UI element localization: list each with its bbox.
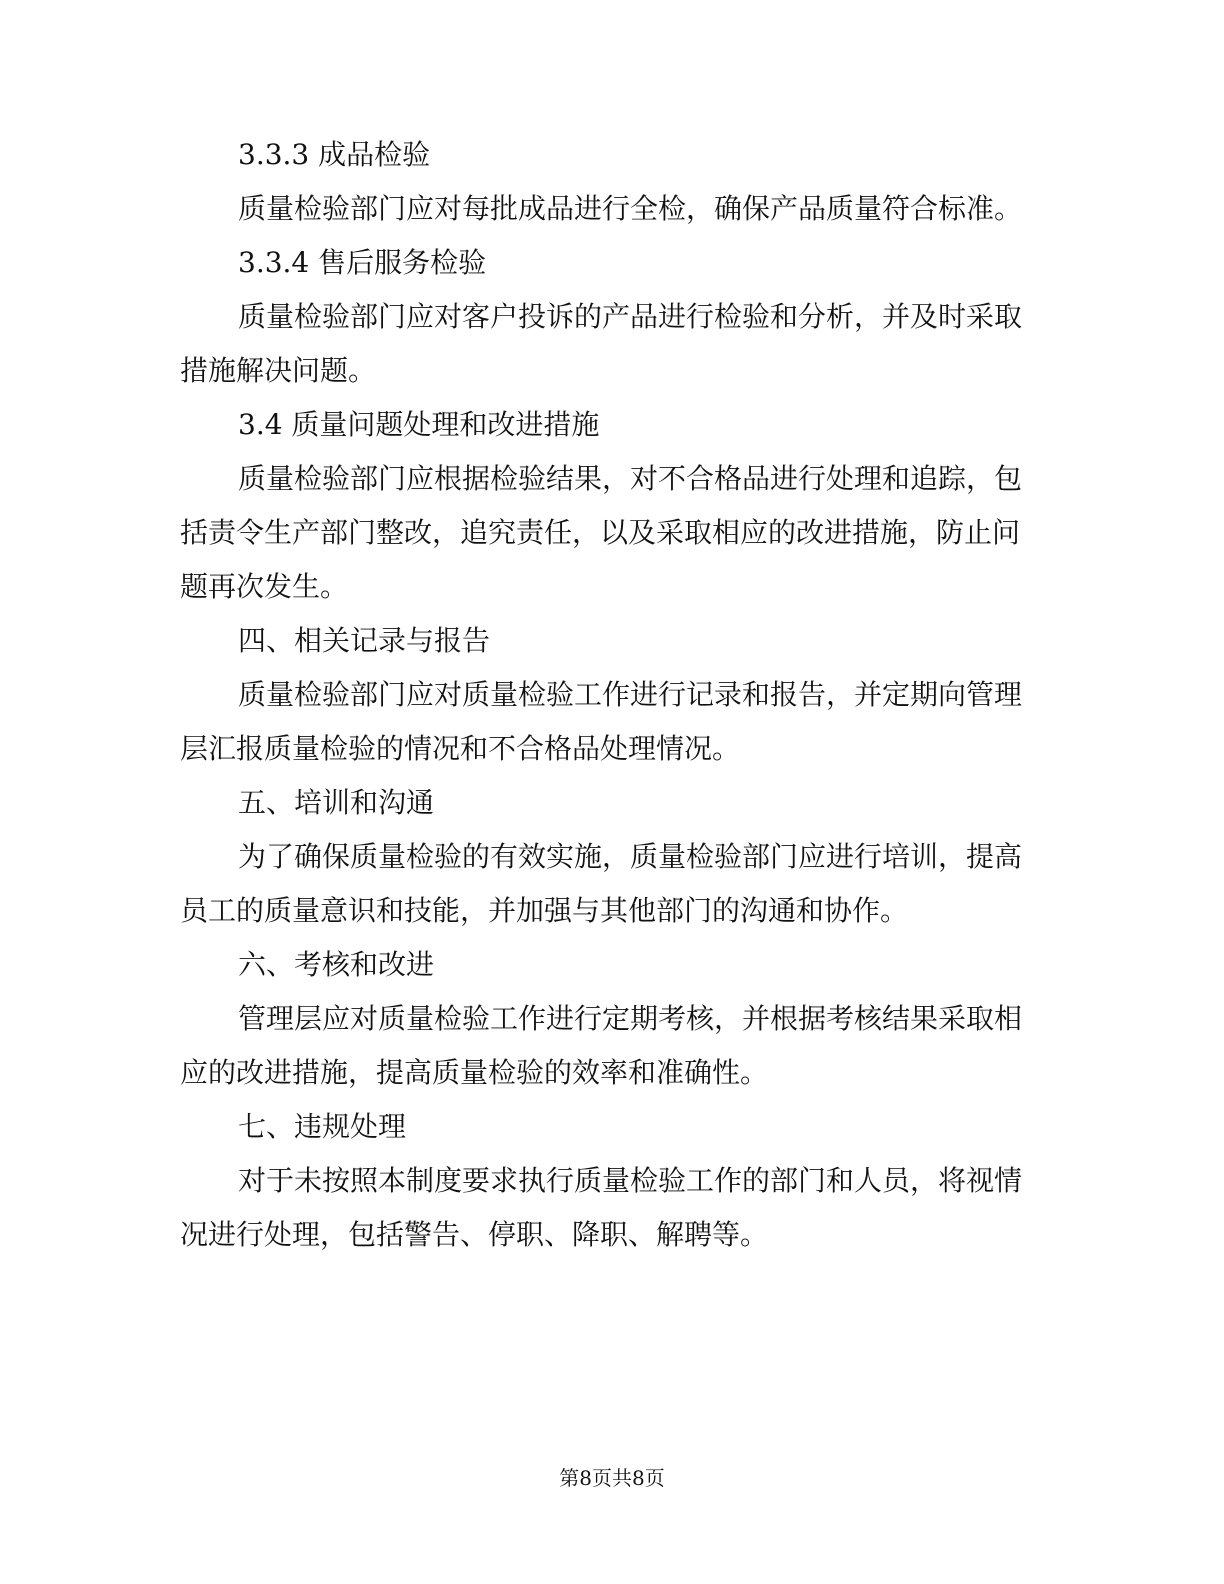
section-heading-violations: 七、违规处理 [238,1110,407,1143]
paragraph-line: 员工的质量意识和技能，并加强与其他部门的沟通和协作。 [180,894,909,927]
document-body [180,128,1030,1262]
section-heading-records: 四、相关记录与报告 [238,624,491,657]
paragraph-line: 况进行处理，包括警告、停职、降职、解聘等。 [180,1218,769,1251]
section-heading-3-3-4: 3.3.4 售后服务检验 [238,246,487,279]
section-heading-3-3-3: 3.3.3 成品检验 [238,138,431,171]
paragraph-line: 为了确保质量检验的有效实施，质量检验部门应进行培训，提高 [238,840,1023,873]
paragraph-line: 括责令生产部门整改，追究责任，以及采取相应的改进措施，防止问 [180,516,1021,549]
paragraph-line: 管理层应对质量检验工作进行定期考核，并根据考核结果采取相 [238,1002,1023,1035]
paragraph-line: 措施解决问题。 [180,354,377,387]
paragraph-line: 题再次发生。 [180,570,349,603]
paragraph-line: 应的改进措施，提高质量检验的效率和准确性。 [180,1056,769,1089]
section-heading-3-4: 3.4 质量问题处理和改进措施 [238,408,600,441]
section-heading-assessment: 六、考核和改进 [238,948,435,981]
paragraph-line: 质量检验部门应对客户投诉的产品进行检验和分析，并及时采取 [238,300,1023,333]
paragraph-line: 质量检验部门应对每批成品进行全检，确保产品质量符合标准。 [238,192,1023,225]
paragraph-line: 质量检验部门应对质量检验工作进行记录和报告，并定期向管理 [238,678,1023,711]
paragraph-line: 对于未按照本制度要求执行质量检验工作的部门和人员，将视情 [238,1164,1023,1197]
section-heading-training: 五、培训和沟通 [238,786,435,819]
paragraph-line: 质量检验部门应根据检验结果，对不合格品进行处理和追踪，包 [238,462,1023,495]
paragraph-line: 层汇报质量检验的情况和不合格品处理情况。 [180,732,741,765]
page-number-footer: 第8页共8页 [559,1466,665,1490]
